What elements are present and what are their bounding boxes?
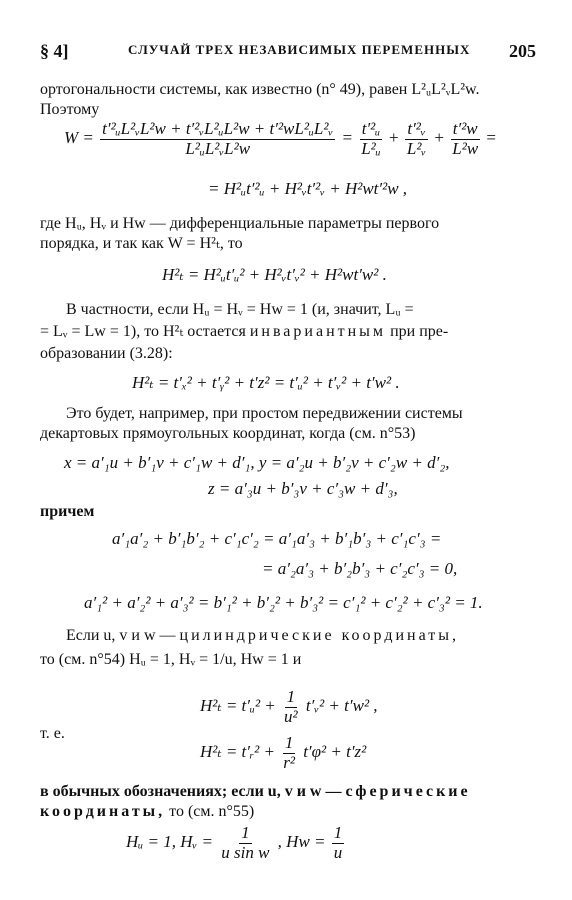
- equation-normalization: a′₁² + a′₂² + a′₃² = b′₁² + b′₂² + b′₃² = c′₁² + c′₂² + c′₃² = 1.: [84, 593, 483, 612]
- fraction-denominator: u sin w: [221, 842, 270, 862]
- fraction: [282, 688, 300, 726]
- fraction-denominator: r²: [283, 752, 295, 772]
- fraction: [281, 734, 297, 772]
- paragraph-line: Поэтому: [40, 101, 100, 118]
- equals-sign: =: [341, 128, 353, 148]
- equation-ht: H²ₜ = H²ᵤt′ᵤ² + H²ᵥt′ᵥ² + H²wt′w² .: [162, 265, 387, 284]
- paragraph-line: В частности, если Hᵤ = Hᵥ = Hw = 1 (и, значит, Lᵤ =: [66, 301, 414, 318]
- fraction-numerator: 1: [284, 733, 294, 752]
- page-number: 205: [509, 41, 536, 61]
- equation-orthogonality-2: = a′₂a′₃ + b′₂b′₃ + c′₂c′₃ = 0,: [262, 559, 458, 578]
- spaced-term: инвариантным: [249, 323, 387, 340]
- fraction-numerator: t′²w: [452, 119, 478, 138]
- paragraph-line: Это будет, например, при простом передвижении системы: [66, 405, 463, 422]
- equation-orthogonality-1: a′₁a′₂ + b′₁b′₂ + c′₁c′₂ = a′₁a′₃ + b′₁b′₃ + c′₁c′₃ =: [112, 529, 442, 548]
- equation-part: Hᵤ = 1, Hᵥ =: [126, 832, 213, 852]
- equation-rhs: t′φ² + t′z²: [303, 742, 367, 762]
- paragraph-line: [66, 626, 459, 646]
- paragraph-line: т. е.: [40, 725, 65, 742]
- fraction-numerator: 1: [286, 687, 296, 706]
- equation-w-continuation: = H²ᵤt′²ᵤ + H²ᵥt′²ᵥ + H²wt′²w ,: [208, 179, 408, 198]
- fraction-denominator: u: [333, 842, 343, 862]
- paragraph-line: [40, 322, 448, 342]
- spaced-term: координаты,: [40, 803, 166, 820]
- equation-lhs: H²ₜ = t′ᵤ² +: [200, 696, 276, 716]
- paragraph-line: где Hᵤ, Hᵥ и Hw — дифференциальные параметры первого: [40, 215, 440, 232]
- fraction-denominator: u²: [284, 706, 298, 726]
- paragraph-line: то (см. n°54) Hᵤ = 1, Hᵥ = 1/u, Hw = 1 и: [40, 651, 302, 668]
- fraction: [219, 824, 271, 862]
- paragraph-line: причем: [40, 503, 95, 520]
- paragraph-line: образовании (3.28):: [40, 345, 173, 362]
- fraction: [359, 120, 383, 158]
- fraction-denominator: L²w: [452, 138, 479, 158]
- spaced-term: сферические: [345, 783, 471, 800]
- fraction-numerator: t′²ᵥ: [407, 119, 426, 138]
- equation-invariant: H²ₜ = t′ₓ² + t′ᵧ² + t′z² = t′ᵤ² + t′ᵥ² + t′w² .: [132, 373, 400, 392]
- paragraph-line: декартовых прямоугольных координат, когда (см. n°53): [40, 425, 416, 442]
- text-span: при пре-: [390, 323, 449, 340]
- paragraph-line: [40, 782, 471, 802]
- running-title: СЛУЧАЙ ТРЕХ НЕЗАВИСИМЫХ ПЕРЕМЕННЫХ: [128, 42, 471, 57]
- fraction: [332, 824, 345, 862]
- fraction-denominator: L²ᵤL²ᵥL²w: [185, 138, 251, 158]
- equation-rhs: t′ᵥ² + t′w² ,: [305, 696, 378, 716]
- fraction: [100, 120, 335, 158]
- fraction: [405, 120, 428, 158]
- text-span: = Lᵥ = Lw = 1), то H²ₜ остается: [40, 323, 246, 340]
- equation-spherical: [126, 824, 346, 862]
- page-header: [40, 40, 536, 64]
- spaced-term: цилиндрические координаты,: [179, 627, 460, 644]
- text-span: в обычных обозначениях; если u, v и w —: [40, 783, 342, 800]
- text-span: то (см. n°55): [169, 803, 255, 820]
- fraction-denominator: L²ᵥ: [406, 138, 427, 158]
- text-span: Если u, v и w —: [66, 627, 176, 644]
- equation-z: z = a′₃u + b′₃v + c′₃w + d′₃,: [208, 479, 398, 498]
- paragraph-line: [40, 802, 254, 822]
- paragraph-line: порядка, и так как W = H²ₜ, то: [40, 235, 243, 252]
- fraction-numerator: t′²ᵤ: [361, 119, 381, 138]
- fraction-numerator: 1: [241, 823, 250, 842]
- equation-cylindrical-usual: [200, 734, 366, 772]
- equation-cylindrical: [200, 688, 378, 726]
- fraction-denominator: L²ᵤ: [361, 138, 381, 158]
- equation-part: , Hw =: [277, 832, 326, 852]
- equation-w: W = $\frac{\text{t′²ᵤL²ᵥL²w + t′²ᵥL²ᵤL²w + t′²wL²ᵤL²ᵥ}}{\text{L²ᵤL²ᵥL²w}}$ = $\frac{\text{t′²ᵤ}}{\text{L²ᵤ}}$ + $\frac{\text{t′²ᵥ}}{\text{L²ᵥ}}$ + $\frac{\text{t′²w}}{\text{L²w}}$ =: [64, 119, 496, 158]
- equation-xyz: x = a′₁u + b′₁v + c′₁w + d′₁, y = a′₂u + b′₂v + c′₂w + d′₂,: [64, 453, 450, 472]
- section-number: § 4]: [40, 41, 69, 61]
- fraction: [450, 120, 480, 158]
- fraction-numerator: t′²ᵤL²ᵥL²w + t′²ᵥL²ᵤL²w + t′²wL²ᵤL²ᵥ: [102, 119, 334, 138]
- equation-lhs: W =: [64, 128, 94, 148]
- equation-lhs: H²ₜ = t′ᵣ² +: [200, 742, 275, 762]
- fraction-numerator: 1: [333, 823, 343, 842]
- paragraph-line: ортогональности системы, как известно (n° 49), равен L²ᵤL²ᵥL²w.: [40, 81, 480, 98]
